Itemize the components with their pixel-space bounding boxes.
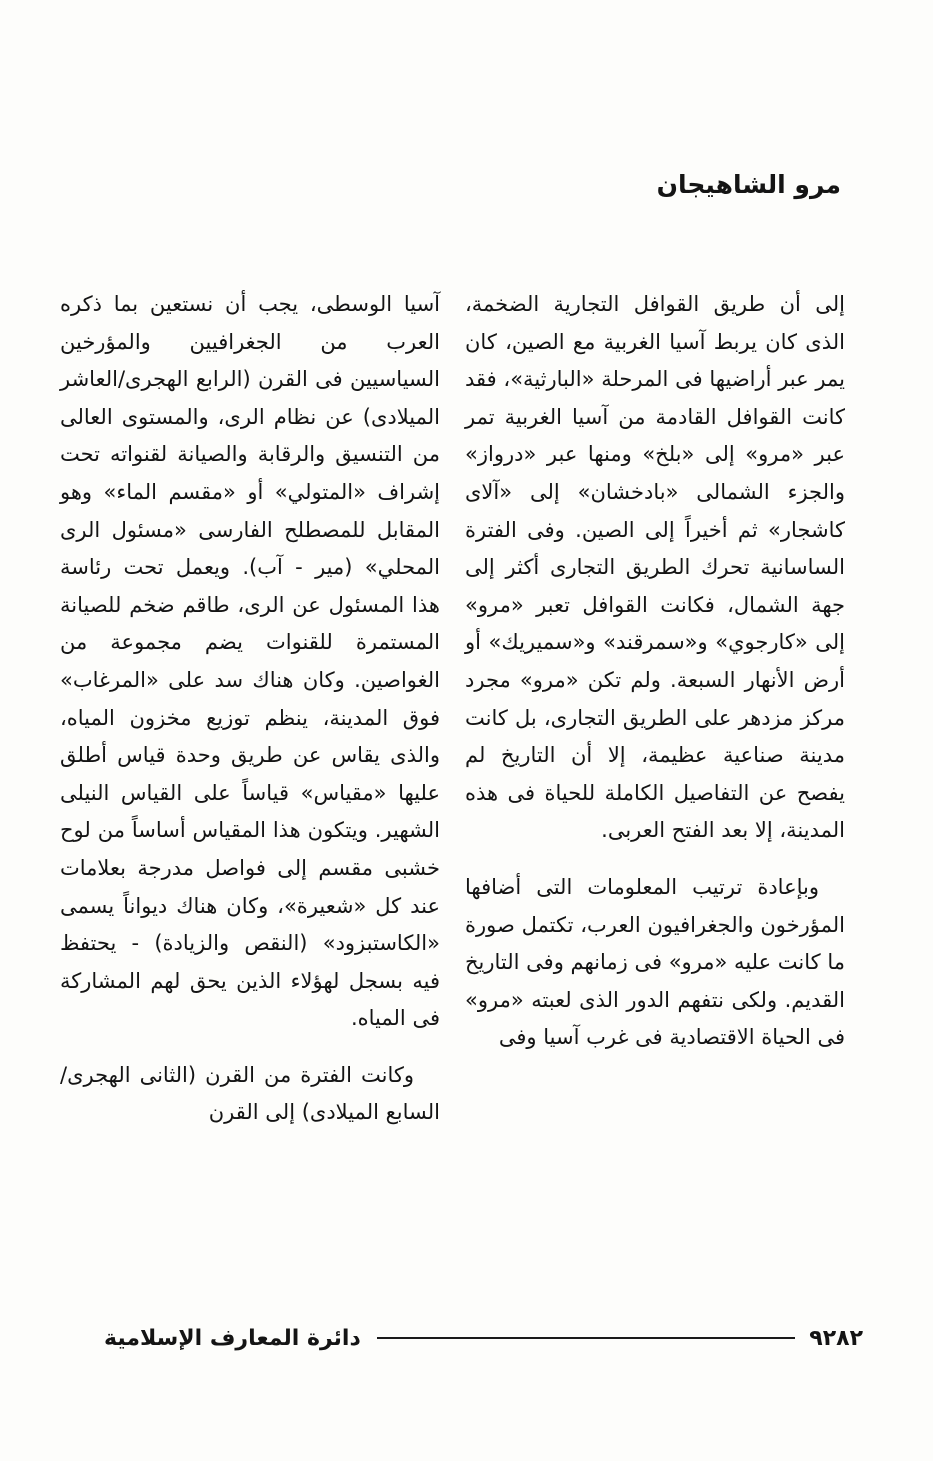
text-column-left (60, 286, 440, 1132)
page-footer (104, 1318, 863, 1358)
publication-title: دائرة المعارف الإسلامية (104, 1325, 361, 1351)
paragraph: وكانت الفترة من القرن (الثانى الهجرى/ السابع الميلادى) إلى القرن (60, 1062, 440, 1125)
paragraph: إلى أن طريق القوافل التجارية الضخمة، الذى كان يربط آسيا الغربية مع الصين، كان يمر عبر أراضيها فى المرحلة «البارثية»، فقد كانت القوافل القادمة من آسيا الغربية تمر عبر «مرو» إلى «بلخ» ومنها عبر «درواز» والجزء الشمالى «بادخشان» إلى «آلاى كاشجار» ثم أخيراً إلى الصين. وفى الفترة الساسانية تحرك الطريق التجارى أكثر إلى جهة الشمال، فكانت القوافل تعبر «مرو» إلى «كارجوي» و«سمرقند» و«سميريك» أو أرض الأنهار السبعة. ولم تكن «مرو» مجرد مركز مزدهر على الطريق التجارى، بل كانت مدينة صناعية عظيمة، إلا أن التاريخ لم يفصح عن التفاصيل الكاملة للحياة فى هذه المدينة، إلا بعد الفتح العربى. (465, 292, 845, 843)
page-number: ٩٢٨٢ (809, 1325, 863, 1351)
paragraph: آسيا الوسطى، يجب أن نستعين بما ذكره العرب من الجغرافيين والمؤرخين السياسيين فى القرن (الرابع الهجرى/العاشر الميلادى) عن نظام الرى، والمستوى العالى من التنسيق والرقابة والصيانة لقنواته تحت إشراف «المتولي» أو «مقسم الماء» وهو المقابل للمصطلح الفارسى «مسئول الرى المحلي» (مير - آب). ويعمل تحت رئاسة هذا المسئول عن الرى، طاقم ضخم للصيانة المستمرة للقنوات يضم مجموعة من الغواصين. وكان هناك سد على «المرغاب» فوق المدينة، ينظم توزيع مخزون المياه، والذى يقاس عن طريق وحدة قياس أطلق عليها «مقياس» قياساً على القياس النيلى الشهير. ويتكون هذا المقياس أساساً من لوح خشبى مقسم إلى فواصل مدرجة بعلامات عند كل «شعيرة»، وكان هناك ديواناً يسمى «الكاستبزود» (النقص والزيادة) - يحتفظ فيه بسجل لهؤلاء الذين يحق لهم المشاركة فى المياه. (60, 292, 440, 1031)
text-column-right (465, 286, 845, 1057)
footer-divider (377, 1337, 796, 1339)
paragraph: وبإعادة ترتيب المعلومات التى أضافها المؤرخون والجغرافيون العرب، تكتمل صورة ما كانت عليه «مرو» فى زمانهم وفى التاريخ القديم. ولكى نتفهم الدور الذى لعبته «مرو» فى الحياة الاقتصادية فى غرب آسيا وفى (464, 874, 845, 1050)
running-header-title: مرو الشاهيجان (656, 170, 841, 199)
